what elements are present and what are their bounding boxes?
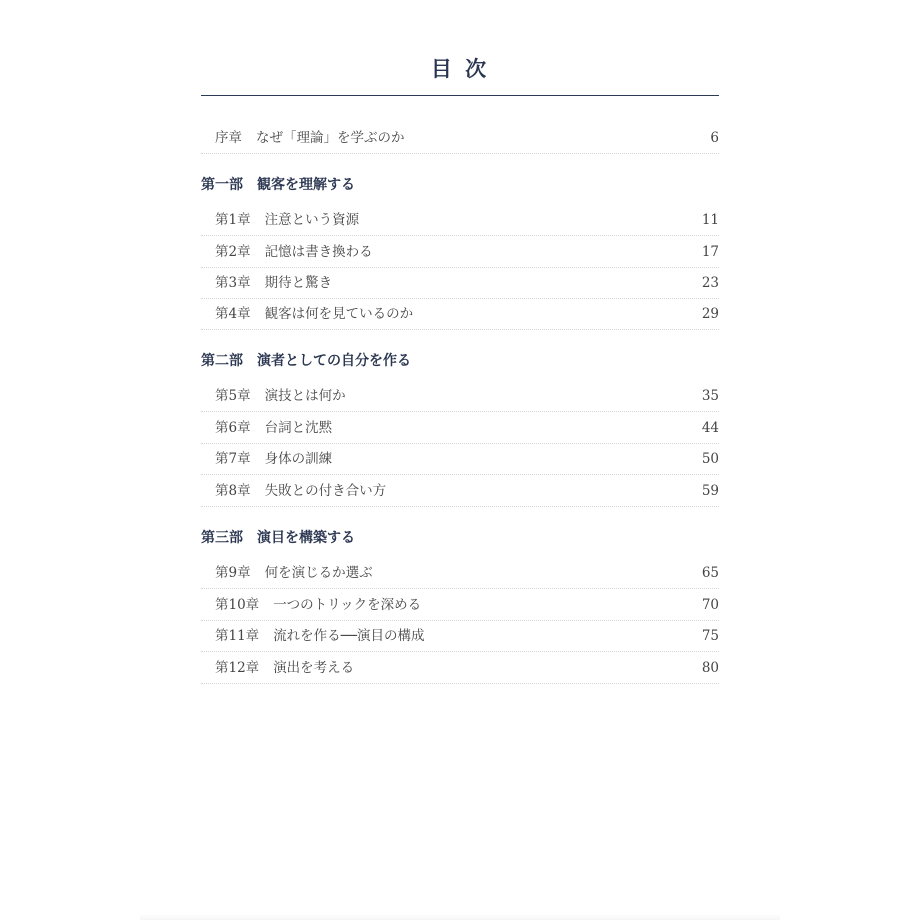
title-divider xyxy=(201,95,719,96)
part-number: 第三部 xyxy=(201,530,243,546)
toc-entry[interactable] xyxy=(201,557,719,589)
entry-label xyxy=(215,274,332,292)
part-number: 第二部 xyxy=(201,353,243,369)
page-edge-shadow xyxy=(140,914,780,920)
page-number: 50 xyxy=(701,451,719,467)
part-number: 第一部 xyxy=(201,177,243,193)
part-heading[interactable] xyxy=(201,351,719,371)
page-title: 目 次 xyxy=(430,56,490,81)
chapter-number: 第3章 xyxy=(215,275,251,291)
chapter-title: 身体の訓練 xyxy=(264,451,333,467)
toc-entry-prologue[interactable] xyxy=(201,122,719,154)
entry-label xyxy=(215,564,373,582)
chapter-number: 第11章 xyxy=(215,628,260,644)
page-number: 75 xyxy=(701,628,719,644)
chapter-title: 記憶は書き換わる xyxy=(264,244,373,260)
toc-entry[interactable] xyxy=(201,475,719,507)
chapter-title: 注意という資源 xyxy=(264,212,360,228)
entry-label xyxy=(215,482,386,500)
page-number: 23 xyxy=(701,275,719,291)
entry-label xyxy=(215,243,373,261)
entry-label xyxy=(215,596,421,614)
part-heading[interactable] xyxy=(201,528,719,548)
entry-label xyxy=(215,211,359,229)
chapter-title: 演技とは何か xyxy=(264,388,346,404)
page-number: 11 xyxy=(701,212,719,228)
entry-label xyxy=(215,305,413,323)
entry-label xyxy=(215,387,346,405)
part-title: 演者としての自分を作る xyxy=(257,353,411,369)
page-number: 35 xyxy=(701,388,719,404)
page-number: 17 xyxy=(701,244,719,260)
chapter-number: 第5章 xyxy=(215,388,251,404)
toc-entry[interactable] xyxy=(201,443,719,475)
part-title: 演目を構築する xyxy=(257,530,355,546)
toc-entry[interactable] xyxy=(201,652,719,684)
page-number: 44 xyxy=(701,420,719,436)
chapter-title: 流れを作る──演目の構成 xyxy=(273,628,425,644)
chapter-number: 第6章 xyxy=(215,420,251,436)
toc-entry[interactable] xyxy=(201,204,719,236)
page-number: 80 xyxy=(701,660,719,676)
part-heading[interactable] xyxy=(201,175,719,195)
page-number: 59 xyxy=(701,483,719,499)
chapter-number: 第4章 xyxy=(215,306,251,322)
chapter-title: 期待と驚き xyxy=(264,275,333,291)
page-number: 70 xyxy=(701,597,719,613)
chapter-title: なぜ「理論」を学ぶのか xyxy=(256,130,405,146)
chapter-number: 第7章 xyxy=(215,451,251,467)
entry-label xyxy=(215,450,332,468)
toc-entry[interactable] xyxy=(201,298,719,330)
chapter-number: 第12章 xyxy=(215,660,260,676)
entry-label xyxy=(215,129,405,147)
part-title: 観客を理解する xyxy=(257,177,355,193)
entry-label xyxy=(215,419,332,437)
toc-entry[interactable] xyxy=(201,236,719,268)
toc-entry[interactable] xyxy=(201,267,719,299)
chapter-number: 第2章 xyxy=(215,244,251,260)
toc-entry[interactable] xyxy=(201,380,719,412)
chapter-title: 演出を考える xyxy=(273,660,355,676)
chapter-number: 序章 xyxy=(215,130,242,146)
chapter-number: 第10章 xyxy=(215,597,260,613)
chapter-title: 一つのトリックを深める xyxy=(273,597,422,613)
page-number: 29 xyxy=(701,306,719,322)
chapter-number: 第8章 xyxy=(215,483,251,499)
chapter-number: 第9章 xyxy=(215,565,251,581)
chapter-title: 観客は何を見ているのか xyxy=(264,306,414,322)
chapter-title: 何を演じるか選ぶ xyxy=(264,565,373,581)
toc-entry[interactable] xyxy=(201,620,719,652)
chapter-title: 台詞と沈黙 xyxy=(264,420,333,436)
toc-entry[interactable] xyxy=(201,412,719,444)
toc-entry[interactable] xyxy=(201,589,719,621)
page-number: 65 xyxy=(701,565,719,581)
entry-label xyxy=(215,627,424,645)
entry-label xyxy=(215,659,354,677)
chapter-title: 失敗との付き合い方 xyxy=(264,483,387,499)
chapter-number: 第1章 xyxy=(215,212,251,228)
page-number: 6 xyxy=(710,130,719,146)
